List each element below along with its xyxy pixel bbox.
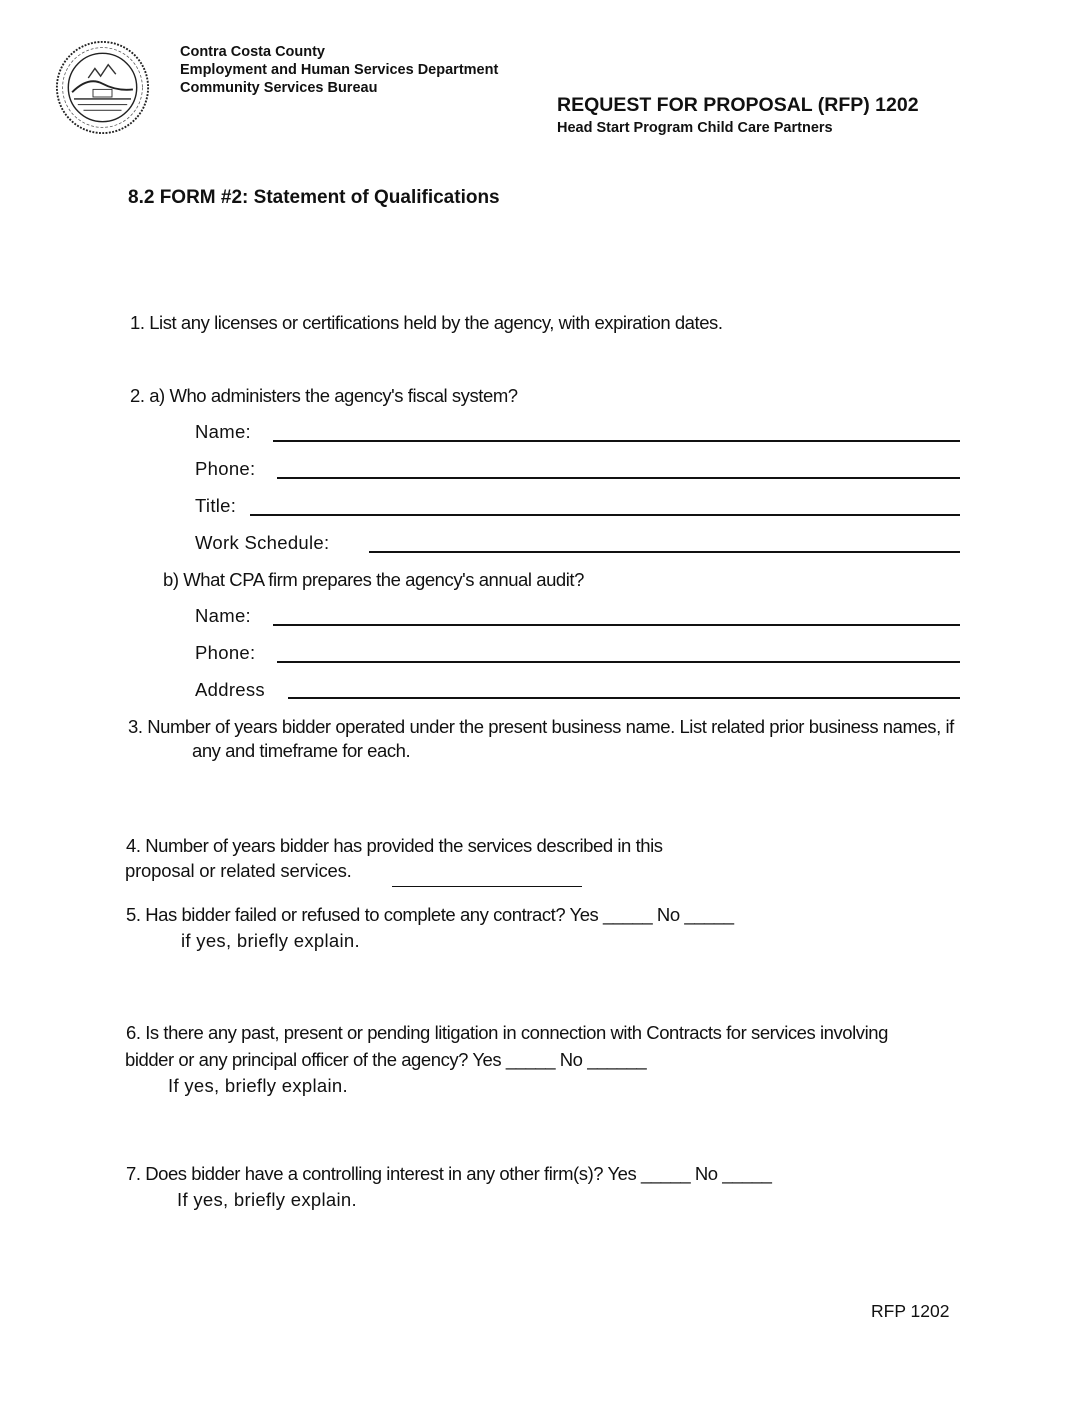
fiscal-title-label: Title: xyxy=(195,495,237,516)
cpa-phone-field[interactable] xyxy=(277,661,960,663)
fiscal-name-label: Name: xyxy=(195,421,251,442)
question-3-line1: 3. Number of years bidder operated under the present business name. List related prior business names, if xyxy=(128,716,954,737)
question-7-explain: If yes, briefly explain. xyxy=(177,1189,357,1210)
rfp-title: REQUEST FOR PROPOSAL (RFP) 1202 xyxy=(557,94,919,116)
question-5: 5. Has bidder failed or refused to complete any contract? Yes _____ No _____ xyxy=(126,904,734,925)
question-5-explain: if yes, briefly explain. xyxy=(181,930,360,951)
question-6-line1: 6. Is there any past, present or pending litigation in connection with Contracts for services involving xyxy=(126,1022,888,1043)
bureau-name: Community Services Bureau xyxy=(180,80,378,96)
fiscal-phone-label: Phone: xyxy=(195,458,256,479)
cpa-phone-label: Phone: xyxy=(195,642,256,663)
fiscal-schedule-field[interactable] xyxy=(369,551,960,553)
cpa-name-label: Name: xyxy=(195,605,251,626)
question-2a: 2. a) Who administers the agency's fiscal system? xyxy=(130,385,518,406)
form-title: 8.2 FORM #2: Statement of Qualifications xyxy=(128,187,500,208)
question-4-line1: 4. Number of years bidder has provided the services described in this xyxy=(126,835,663,856)
page-footer: RFP 1202 xyxy=(871,1301,950,1321)
question-2b: b) What CPA firm prepares the agency's annual audit? xyxy=(163,569,584,590)
fiscal-name-field[interactable] xyxy=(273,440,960,442)
question-6-explain: If yes, briefly explain. xyxy=(168,1075,348,1096)
county-seal-icon xyxy=(55,40,150,135)
rfp-subtitle: Head Start Program Child Care Partners xyxy=(557,120,833,136)
department-name: Employment and Human Services Department xyxy=(180,62,499,78)
question-6-line2: bidder or any principal officer of the agency? Yes _____ No ______ xyxy=(125,1049,647,1070)
question-4-line2: proposal or related services. xyxy=(125,860,352,881)
question-7: 7. Does bidder have a controlling interest in any other firm(s)? Yes _____ No _____ xyxy=(126,1163,772,1184)
county-name: Contra Costa County xyxy=(180,44,325,60)
question-1: 1. List any licenses or certifications held by the agency, with expiration dates. xyxy=(130,312,723,333)
cpa-address-field[interactable] xyxy=(288,697,960,699)
fiscal-phone-field[interactable] xyxy=(277,477,960,479)
cpa-address-label: Address xyxy=(195,679,265,700)
cpa-name-field[interactable] xyxy=(273,624,960,626)
years-services-field[interactable] xyxy=(392,886,582,887)
fiscal-title-field[interactable] xyxy=(250,514,960,516)
question-3-line2: any and timeframe for each. xyxy=(192,740,411,761)
fiscal-schedule-label: Work Schedule: xyxy=(195,532,330,553)
